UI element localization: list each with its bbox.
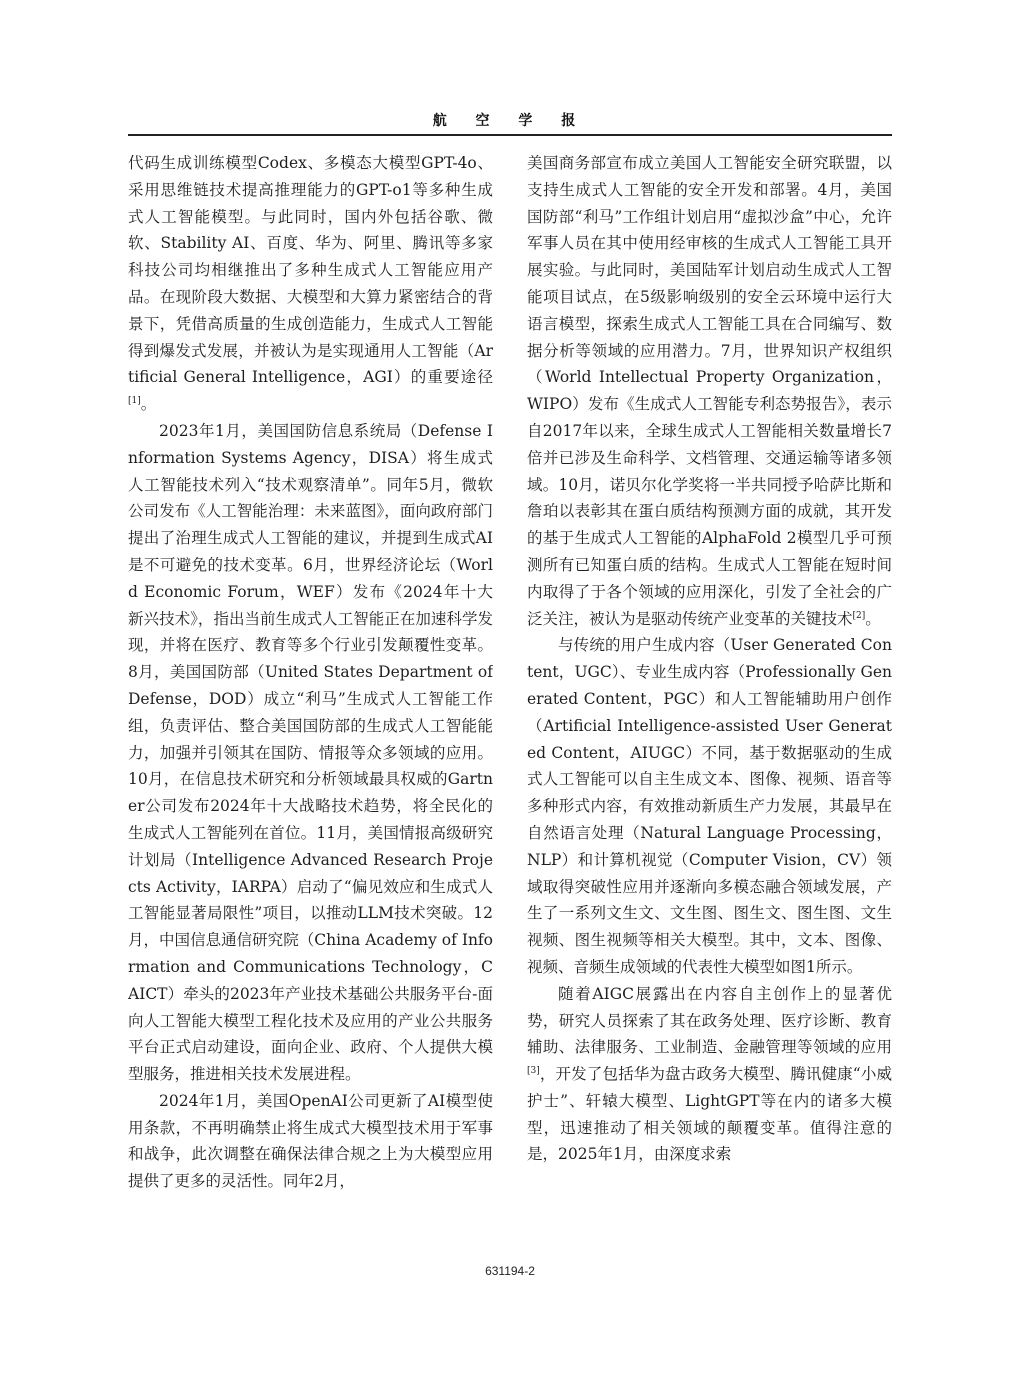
- paragraph-text: 2024年1月，美国OpenAI公司更新了AI模型使用条款，不再明确禁止将生成式大模型技术用于军事和战争，此次调整在确保法律合规之上为大模型应用提供了更多的灵活性。同年2月，: [128, 1091, 493, 1191]
- paragraph-text: 2023年1月，美国国防信息系统局（Defense Information Systems Agency，DISA）将生成式人工智能技术列入“技术观察清单”。同年5月，微软公司发布《人工智能治理：未来蓝图》，面向政府部门提出了治理生成式人工智能的建议，并提到生成式AI是不可避免的技术变革。6月，世界经济论坛（World Economic Forum，WEF）发布《2024年十大新兴技术》，指出当前生成式人工智能正在加速科学发现，并将在医疗、教育等多个行业引发颠覆性变革。8月，美国国防部（United States Department of Defense，DOD）成立“利马”生成式人工智能工作组，负责评估、整合美国国防部的生成式人工智能能力，加强并引领其在国防、情报等众多领域的应用。10月，在信息技术研究和分析领域最具权威的Gartner公司发布2024年十大战略技术趋势，将全民化的生成式人工智能列在首位。11月，美国情报高级研究计划局（Intelligence Advanced Research Projects Activity，IARPA）启动了“偏见效应和生成式人工智能显著局限性”项目，以推动LLM技术突破。12月，中国信息通信研究院（China Academy of Information and Communications Technology，CAICT）牵头的2023年产业技术基础公共服务平台-面向人工智能大模型工程化技术及应用的产业公共服务平台正式启动建设，面向企业、政府、个人提供大模型服务，推进相关技术发展进程。: [128, 421, 493, 1084]
- paragraph-tail: 。: [140, 395, 157, 414]
- left-paragraph-3: [128, 1088, 493, 1195]
- page-number: 631194-2: [485, 1264, 535, 1278]
- right-column: [527, 150, 892, 1260]
- citation-ref: [1]: [128, 396, 141, 407]
- right-paragraph-2: [527, 632, 892, 980]
- left-paragraph-2: [128, 418, 493, 1088]
- paragraph-text: 与传统的用户生成内容（User Generated Content，UGC）、专业生成内容（Professionally Generated Content，PGC）和人工智能辅助用户创作（Artificial Intelligence-assisted User Generated Content，AIUGC）不同，基于数据驱动的生成式人工智能可以自主生成文本、图像、视频、语音等多种形式内容，有效推动新质生产力发展，其最早在自然语言处理（Natural Language Processing，NLP）和计算机视觉（Computer Vision，CV）领域取得突破性应用并逐渐向多模态融合领域发展，产生了一系列文生文、文生图、图生文、图生图、文生视频、图生视频等相关大模型。其中，文本、图像、视频、音频生成领域的代表性大模型如图1所示。: [527, 636, 892, 976]
- paragraph-text: 美国商务部宣布成立美国人工智能安全研究联盟，以支持生成式人工智能的安全开发和部署。4月，美国国防部“利马”工作组计划启用“虚拟沙盒”中心，允许军事人员在其中使用经审核的生成式人工智能工具开展实验。与此同时，美国陆军计划启动生成式人工智能项目试点，在5级影响级别的安全云环境中运行大语言模型，探索生成式人工智能工具在合同编写、数据分析等领域的应用潜力。7月，世界知识产权组织（World Intellectual Property Organization，WIPO）发布《生成式人工智能专利态势报告》，表示自2017年以来，全球生成式人工智能相关数量增长7倍并已涉及生命科学、文档管理、交通运输等诸多领域。10月，诺贝尔化学奖将一半共同授予哈萨比斯和詹珀以表彰其在蛋白质结构预测方面的成就，其开发的基于生成式人工智能的AlphaFold 2模型几乎可预测所有已知蛋白质的结构。生成式人工智能在短时间内取得了于各个领域的应用深化，引发了全社会的广泛关注，被认为是驱动传统产业变革的关键技术: [527, 154, 892, 628]
- left-paragraph-1: [128, 150, 493, 418]
- left-column: [128, 150, 493, 1260]
- citation-ref: [2]: [852, 610, 866, 621]
- right-paragraph-1: [527, 150, 892, 632]
- paragraph-text: 随着AIGC展露出在内容自主创作上的显著优势，研究人员探索了其在政务处理、医疗诊断、教育辅助、法律服务、工业制造、金融管理等领域的应用: [527, 984, 892, 1057]
- journal-running-head: 航 空 学 报: [432, 113, 588, 129]
- header-rule: [128, 134, 892, 136]
- paragraph-tail: ，开发了包括华为盘古政务大模型、腾讯健康“小威护士”、轩辕大模型、LightGPT等在内的诸多大模型，迅速推动了相关领域的颠覆变革。值得注意的是，2025年1月，由深度求索: [527, 1065, 892, 1164]
- citation-ref: [3]: [527, 1065, 540, 1076]
- paragraph-tail: 。: [865, 609, 881, 628]
- right-paragraph-3: [527, 981, 892, 1169]
- paragraph-text: 代码生成训练模型Codex、多模态大模型GPT-4o、采用思维链技术提高推理能力的GPT-o1等多种生成式人工智能模型。与此同时，国内外包括谷歌、微软、Stability AI、百度、华为、阿里、腾讯等多家科技公司均相继推出了多种生成式人工智能应用产品。在现阶段大数据、大模型和大算力紧密结合的背景下，凭借高质量的生成创造能力，生成式人工智能得到爆发式发展，并被认为是实现通用人工智能（Artificial General Intelligence，AGI）的重要途径: [128, 154, 493, 387]
